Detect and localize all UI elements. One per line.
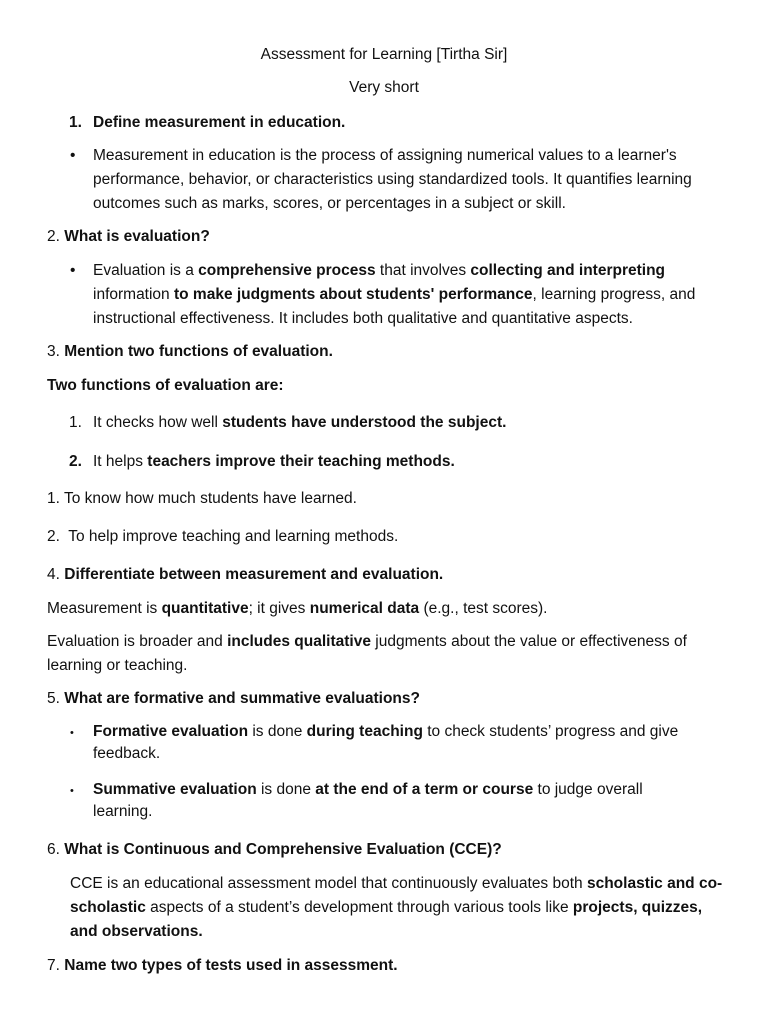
question-4-number: 4. bbox=[47, 566, 60, 583]
question-5-heading bbox=[47, 687, 420, 711]
question-6-number: 6. bbox=[47, 841, 60, 858]
question-6-heading bbox=[47, 838, 502, 862]
question-5-number: 5. bbox=[47, 690, 60, 707]
question-1-number: 1. bbox=[69, 114, 82, 131]
bullet-icon: • bbox=[70, 147, 76, 164]
paragraph: Evaluation is broader and includes qualitative judgments about the value or effectiveness of learning or teaching. bbox=[47, 633, 687, 674]
question-5-title: What are formative and summative evaluations? bbox=[64, 690, 420, 707]
question-1-answer: Measurement in education is the process of assigning numerical values to a learner's performance, behavior, or characteristics using standardized tools. It quantifies learning outcomes such as marks, scores, or percentages in a subject or skill. bbox=[93, 147, 692, 212]
question-4-title: Differentiate between measurement and evaluation. bbox=[64, 566, 444, 583]
list-item-number: 2. bbox=[69, 453, 82, 470]
bullet-icon: • bbox=[70, 785, 74, 797]
paragraph: 2. To help improve teaching and learning methods. bbox=[47, 528, 399, 545]
question-7-title: Name two types of tests used in assessment. bbox=[64, 957, 398, 974]
paragraph: Measurement is quantitative; it gives numerical data (e.g., test scores). bbox=[47, 600, 548, 617]
question-4-heading bbox=[47, 563, 443, 587]
paragraph: CCE is an educational assessment model that continuously evaluates both scholastic and co-scholastic aspects of a student’s development through various tools like projects, quizzes, and observations. bbox=[70, 875, 723, 940]
bullet-icon: • bbox=[70, 262, 76, 279]
list-item: Formative evaluation is done during teaching to check students’ progress and give feedback. bbox=[93, 723, 679, 762]
question-7-number: 7. bbox=[47, 957, 60, 974]
question-3-number: 3. bbox=[47, 343, 60, 360]
question-7-heading bbox=[47, 954, 398, 978]
question-2-title: What is evaluation? bbox=[64, 228, 210, 245]
question-1-heading bbox=[69, 111, 346, 135]
question-3-title: Mention two functions of evaluation. bbox=[64, 343, 333, 360]
question-2-answer: Evaluation is a comprehensive process that involves collecting and interpreting information to make judgments about students' performance, learning progress, and instructional effectiveness. It includes both qualitative and quantitative aspects. bbox=[93, 262, 696, 327]
list-item-number: 1. bbox=[69, 414, 82, 431]
document-subtitle: Very short bbox=[349, 79, 419, 96]
question-1-title: Define measurement in education. bbox=[93, 114, 346, 131]
question-3-intro: Two functions of evaluation are: bbox=[47, 377, 284, 394]
list-item: It helps teachers improve their teaching methods. bbox=[93, 453, 455, 470]
question-2-number: 2. bbox=[47, 228, 60, 245]
question-6-title: What is Continuous and Comprehensive Evaluation (CCE)? bbox=[64, 841, 502, 858]
document-title: Assessment for Learning [Tirtha Sir] bbox=[260, 46, 508, 63]
list-item: It checks how well students have understood the subject. bbox=[93, 414, 507, 431]
paragraph: 1. To know how much students have learned. bbox=[47, 490, 357, 507]
question-2-heading bbox=[47, 225, 210, 249]
bullet-icon: • bbox=[70, 727, 74, 739]
list-item: Summative evaluation is done at the end of a term or course to judge overall learning. bbox=[93, 781, 643, 820]
question-3-heading bbox=[47, 340, 333, 364]
